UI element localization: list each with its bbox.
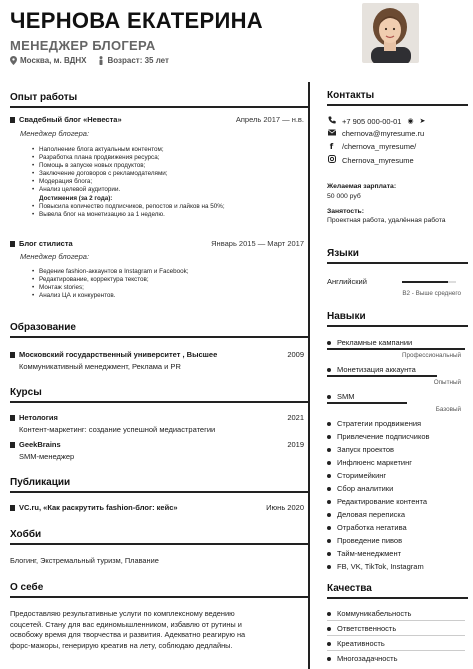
instagram-icon — [327, 155, 336, 165]
candidate-name: ЧЕРНОВА ЕКАТЕРИНА — [10, 8, 263, 33]
list-item: • Анализ ЦА и конкурентов. — [32, 292, 189, 300]
section-title-qualities: Качества — [327, 583, 372, 594]
person-icon — [98, 56, 104, 65]
language-level-bar — [402, 281, 456, 283]
skill-name: Монетизация аккаунта — [337, 365, 416, 374]
bullet-square — [10, 241, 15, 247]
skill-item — [327, 445, 465, 454]
skill-item — [327, 484, 465, 493]
header — [0, 0, 473, 82]
skill-name: Редактирование контента — [337, 497, 428, 506]
bullet-dot — [327, 565, 331, 569]
right-column — [310, 82, 473, 669]
skill-rated-item — [327, 392, 465, 401]
skill-name: Отработка негатива — [337, 523, 407, 532]
skill-item — [327, 562, 465, 571]
bullet-square — [10, 117, 15, 123]
education-section-header — [10, 322, 310, 338]
email-text: chernova@myresume.ru — [342, 129, 425, 138]
left-column — [10, 82, 310, 669]
bullet-dot — [327, 612, 331, 616]
skill-item — [327, 471, 465, 480]
divider — [327, 650, 465, 651]
contacts-section-header — [310, 90, 473, 106]
about-line: форс-мажоры, генерирую креатив на лету, соблюдаю дедлайны. — [10, 640, 233, 650]
section-title-languages: Языки — [327, 248, 359, 259]
bullet-dot — [327, 435, 331, 439]
qualities-section-header — [310, 583, 473, 599]
about-text — [10, 609, 302, 651]
languages-section-header — [310, 248, 473, 264]
section-divider — [10, 491, 310, 493]
hobby-text: Блогинг, Экстремальный туризм, Плавание — [10, 556, 159, 565]
education-row — [10, 350, 310, 359]
contact-phone[interactable] — [327, 116, 467, 126]
skill-name: Проведение пивов — [337, 536, 403, 545]
bullet-dot — [327, 500, 331, 504]
job-2-duties — [32, 268, 189, 300]
mail-icon — [327, 129, 336, 138]
list-item: • Разработка плана продвижения ресурса; — [32, 154, 225, 162]
job-1-role: Менеджер блогера: — [20, 129, 90, 138]
skill-name: Сбор аналитики — [337, 484, 394, 493]
skill-name: Инфлюенс маркетинг — [337, 458, 412, 467]
publication-name: VC.ru, «Как раскрутить fashion-блог: кейс» — [19, 503, 178, 512]
skill-item — [327, 458, 465, 467]
location — [10, 56, 86, 65]
bullet-square — [10, 442, 15, 448]
contact-email[interactable] — [327, 129, 467, 138]
course-1-name: Нетология — [19, 413, 58, 422]
section-divider — [327, 104, 468, 106]
bullet-dot — [327, 422, 331, 426]
about-line: Предоставляю результативные услуги по комплексному ведению — [10, 609, 235, 618]
quality-item — [327, 639, 465, 648]
skill-rated-item — [327, 338, 465, 347]
job-1-header — [10, 115, 310, 124]
education-school: Московский государственный университет , Высшее — [19, 350, 218, 359]
quality-item — [327, 624, 465, 633]
divider — [327, 620, 465, 621]
section-divider — [10, 543, 310, 545]
skill-item — [327, 536, 465, 545]
section-divider — [10, 106, 310, 108]
personal-meta — [10, 56, 169, 65]
job-2-company: Блог стилиста — [19, 239, 73, 248]
hobby-section-header — [10, 529, 310, 545]
instagram-text: Chernova_myresume — [342, 155, 414, 165]
skill-level-bar — [327, 348, 465, 350]
skill-level: Профессиональный — [402, 352, 461, 359]
job-title: МЕНЕДЖЕР БЛОГЕРА — [10, 38, 156, 53]
location-pin-icon — [10, 56, 17, 65]
course-1-year: 2021 — [287, 413, 304, 422]
course-2-year: 2019 — [287, 440, 304, 449]
bullet-dot — [327, 341, 331, 345]
about-section-header — [10, 582, 310, 598]
bullet-dot — [327, 513, 331, 517]
skill-name: Запуск проектов — [337, 445, 394, 454]
section-title-skills: Навыки — [327, 311, 366, 322]
facebook-icon: f — [329, 142, 334, 151]
education-year: 2009 — [287, 350, 304, 359]
course-1-row — [10, 413, 310, 422]
job-2-header — [10, 239, 310, 248]
whatsapp-icon: ◉ — [407, 118, 414, 125]
bullet-dot — [327, 487, 331, 491]
section-divider — [327, 325, 468, 327]
job-1-duties — [32, 146, 225, 219]
skill-name: Стратегии продвижения — [337, 419, 422, 428]
bullet-square — [10, 415, 15, 421]
skill-item — [327, 497, 465, 506]
course-2-row — [10, 440, 310, 449]
bullet-dot — [327, 461, 331, 465]
course-2-desc: SMM-менеджер — [19, 452, 75, 461]
employment-value: Проектная работа, удалённая работа — [327, 217, 446, 224]
skill-item — [327, 523, 465, 532]
skill-name: FB, VK, TikTok, Instagram — [337, 562, 424, 571]
job-1-company: Свадебный блог «Невеста» — [19, 115, 122, 124]
salary-label: Желаемая зарплата: — [327, 183, 397, 190]
courses-section-header — [10, 387, 310, 403]
quality-item — [327, 654, 465, 663]
list-item: • Повысила количество подписчиков, репостов и лайков на 50%; — [32, 203, 225, 211]
section-divider — [10, 336, 310, 338]
section-title-courses: Курсы — [10, 387, 42, 398]
section-divider — [327, 597, 468, 599]
section-title-education: Образование — [10, 322, 76, 333]
skill-item — [327, 419, 465, 428]
list-item: • Заключение договоров с рекламодателями; — [32, 170, 225, 178]
skill-item — [327, 510, 465, 519]
phone-text: +7 905 000-00-01 — [342, 116, 402, 126]
experience-section-header — [10, 92, 310, 108]
skill-name: Рекламные кампании — [337, 338, 413, 347]
telegram-icon: ➤ — [419, 118, 426, 125]
employment-label: Занятость: — [327, 208, 364, 215]
section-title-hobby: Хобби — [10, 529, 42, 540]
bullet-dot — [327, 642, 331, 646]
skill-level: Опытный — [433, 379, 461, 386]
language-name: Английский — [327, 277, 367, 286]
skill-name: SMM — [337, 392, 355, 401]
section-title-about: О себе — [10, 582, 44, 593]
bullet-dot — [327, 552, 331, 556]
about-line: освобожу время для творчества и развития. Адекватно реагирую на — [10, 630, 246, 639]
list-item: • Ведение fashion-аккаунтов в Instagram и Facebook; — [32, 268, 189, 276]
bullet-dot — [327, 368, 331, 372]
bullet-dot — [327, 395, 331, 399]
bullet-dot — [327, 539, 331, 543]
phone-icon — [327, 116, 336, 126]
bullet-dot — [327, 474, 331, 478]
publication-row — [10, 503, 310, 512]
job-2-dates: Январь 2015 — Март 2017 — [211, 239, 304, 248]
quality-item — [327, 609, 465, 618]
bullet-dot — [327, 627, 331, 631]
section-title-experience: Опыт работы — [10, 92, 78, 103]
skill-item — [327, 549, 465, 558]
section-divider — [10, 401, 310, 403]
job-2-role: Менеджер блогера: — [20, 252, 90, 261]
location-text: Москва, м. ВДНХ — [20, 56, 87, 65]
bullet-dot — [327, 657, 331, 661]
publications-section-header — [10, 477, 310, 493]
course-1-desc: Контент-маркетинг: создание успешной медиастратегии — [19, 425, 216, 434]
list-item: • Модерация блога; — [32, 178, 225, 186]
skill-name: Тайм-менеджмент — [337, 549, 402, 558]
skill-rated-item — [327, 365, 465, 374]
section-title-contacts: Контакты — [327, 90, 375, 101]
skill-item — [327, 432, 465, 441]
age — [98, 56, 168, 65]
list-item: • Наполнение блога актуальным контентом; — [32, 146, 225, 154]
section-divider — [327, 262, 468, 264]
course-2-name: GeekBrains — [19, 440, 61, 449]
age-text: Возраст: 35 лет — [107, 56, 169, 65]
about-line: соцсетей. Стану для вас единомышленником, избавлю от рутины и — [10, 619, 242, 629]
list-item: • Помощь в запуске новых продуктов; — [32, 162, 225, 170]
skill-name: Сторимейкинг — [337, 471, 387, 480]
skills-section-header — [310, 311, 473, 327]
divider — [327, 635, 465, 636]
skill-level-bar — [327, 402, 407, 404]
salary-value: 50 000 руб — [327, 193, 361, 200]
list-item: • Вывела блог на монетизацию за 1 неделю. — [32, 211, 225, 219]
facebook-text: /chernova_myresume/ — [342, 142, 417, 151]
bullet-square — [10, 505, 15, 511]
publication-date: Июнь 2020 — [266, 503, 304, 512]
contact-instagram[interactable] — [327, 155, 467, 165]
skill-level: Базовый — [435, 406, 461, 413]
skill-name: Деловая переписка — [337, 510, 406, 519]
skill-name: Привлечение подписчиков — [337, 432, 430, 441]
profile-photo — [362, 3, 419, 63]
language-level: B2 - Выше среднего — [402, 290, 461, 297]
education-field: Коммуникативный менеджмент, Реклама и PR — [19, 362, 181, 371]
list-item: • Анализ целевой аудитории. — [32, 186, 225, 194]
bullet-dot — [327, 448, 331, 452]
list-item: • Монтаж stories; — [32, 284, 189, 292]
list-item: • Редактирование, корректура текстов; — [32, 276, 189, 284]
bullet-dot — [327, 526, 331, 530]
quality-name: Многозадачность — [337, 654, 398, 663]
quality-name: Коммуникабельность — [337, 609, 412, 618]
section-title-publications: Публикации — [10, 477, 71, 488]
skill-level-bar — [327, 375, 437, 377]
language-level-fill — [402, 281, 448, 283]
quality-name: Креативность — [337, 639, 385, 648]
job-1-dates: Апрель 2017 — н.в. — [235, 115, 304, 124]
contact-facebook[interactable] — [327, 142, 467, 151]
quality-name: Ответственность — [337, 624, 397, 633]
achievements-title: Достижения (за 2 года): — [39, 194, 113, 202]
bullet-square — [10, 352, 15, 358]
section-divider — [10, 596, 310, 598]
